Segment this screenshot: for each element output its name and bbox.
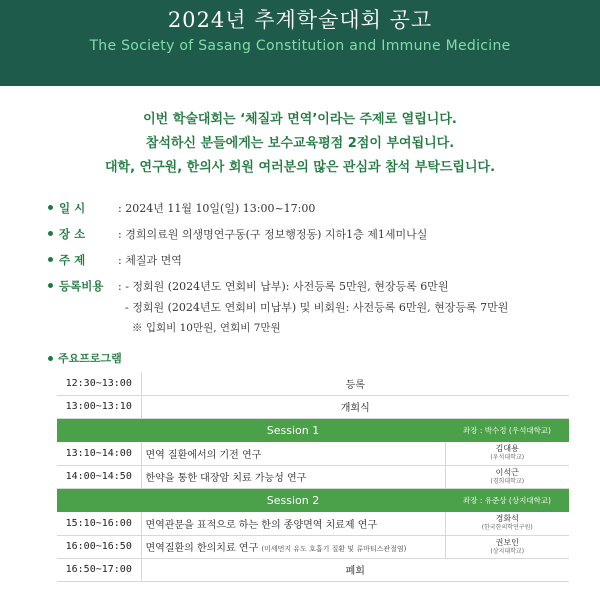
speaker-cell: 김대용 (우석대학교): [445, 442, 569, 465]
time-cell: 16:50~17:00: [57, 558, 141, 581]
intro-line: 참석하신 분들에게는 보수교육평점 2점이 부여됩니다.: [145, 136, 455, 151]
time-cell: 12:30~13:00: [57, 372, 141, 395]
topic-cell: 등록: [141, 372, 569, 395]
fee-line: : - 정회원 (2024년도 연회비 납부): 사전등록 5만원, 현장등록 6만원: [118, 280, 449, 293]
page-subtitle: The Society of Sasang Constitution and Immune Medicine: [89, 38, 511, 54]
table-row: [57, 535, 569, 558]
table-row: [57, 442, 569, 465]
topic-cell: 한약을 통한 대장암 치료 가능성 연구: [141, 465, 445, 488]
info-row-fee: [48, 278, 588, 341]
speaker-cell: 경화석 (한국한의학연구원): [445, 512, 569, 535]
table-row: [57, 465, 569, 488]
session-chair: 좌장 : 유준상 (상지대학교): [445, 488, 569, 512]
table-row: [57, 372, 569, 395]
time-cell: 15:10~16:00: [57, 512, 141, 535]
info-value: : 체질과 면역: [118, 254, 182, 267]
session-chair: 좌장 : 박수정 (우석대학교): [445, 418, 569, 442]
bullet-icon: [48, 283, 53, 288]
header-banner: [0, 0, 600, 86]
info-label: 일 시: [48, 200, 118, 216]
info-value: : 2024년 11월 10일(일) 13:00~17:00: [118, 202, 316, 215]
topic-cell: 면역질환의 한의치료 연구 (미세먼지 유도 호흡기 질환 및 류마티스관절염): [141, 535, 445, 558]
speaker-cell: 권보인 (상지대학교): [445, 535, 569, 558]
info-value: : 경희의료원 의생명연구동(구 정보행정동) 지하1층 제1세미나실: [118, 228, 428, 241]
table-row: [57, 558, 569, 581]
info-row-date: [48, 200, 588, 226]
session-bar: [57, 418, 569, 442]
info-row-place: [48, 226, 588, 252]
session-name: Session 1: [141, 418, 445, 442]
bullet-icon: [48, 231, 53, 236]
speaker-cell: 이석근 (경희대학교): [445, 465, 569, 488]
table-row: [57, 395, 569, 418]
table-row: [57, 512, 569, 535]
event-info: [48, 200, 588, 341]
bullet-icon: [48, 257, 53, 262]
session-bar: [57, 488, 569, 512]
time-cell: 14:00~14:50: [57, 465, 141, 488]
intro-text: [0, 108, 600, 180]
bullet-icon: [48, 205, 53, 210]
page-title: 2024년 추계학술대회 공고: [167, 8, 433, 32]
topic-note: (미세먼지 유도 호흡기 질환 및 류마티스관절염): [261, 545, 407, 553]
fee-line: - 정회원 (2024년도 연회비 미납부) 및 비회원: 사전등록 6만원, 현장등록 7만원: [125, 301, 509, 314]
intro-line: 대학, 연구원, 한의사 회원 여러분의 많은 관심과 참석 부탁드립니다.: [104, 160, 496, 175]
program-heading: 주요프로그램: [48, 350, 122, 366]
info-label: 등록비용: [48, 278, 118, 294]
info-value: [118, 278, 588, 341]
time-cell: 13:10~14:00: [57, 442, 141, 465]
info-label: 주 제: [48, 252, 118, 268]
topic-cell: 개회식: [141, 395, 569, 418]
session-name: Session 2: [141, 488, 445, 512]
info-label: 장 소: [48, 226, 118, 242]
bullet-icon: [48, 356, 53, 361]
info-row-theme: [48, 252, 588, 278]
program-table: [57, 372, 569, 582]
time-cell: 13:00~13:10: [57, 395, 141, 418]
topic-cell: 면역 질환에서의 기전 연구: [141, 442, 445, 465]
fee-note: ※ 입회비 10만원, 연회비 7만원: [132, 322, 281, 334]
topic-cell: 폐회: [141, 558, 569, 581]
topic-cell: 면역관문을 표적으로 하는 한의 종양면역 치료제 연구: [141, 512, 445, 535]
intro-line: 이번 학술대회는 ‘체질과 면역’이라는 주제로 열립니다.: [143, 112, 457, 127]
time-cell: 16:00~16:50: [57, 535, 141, 558]
